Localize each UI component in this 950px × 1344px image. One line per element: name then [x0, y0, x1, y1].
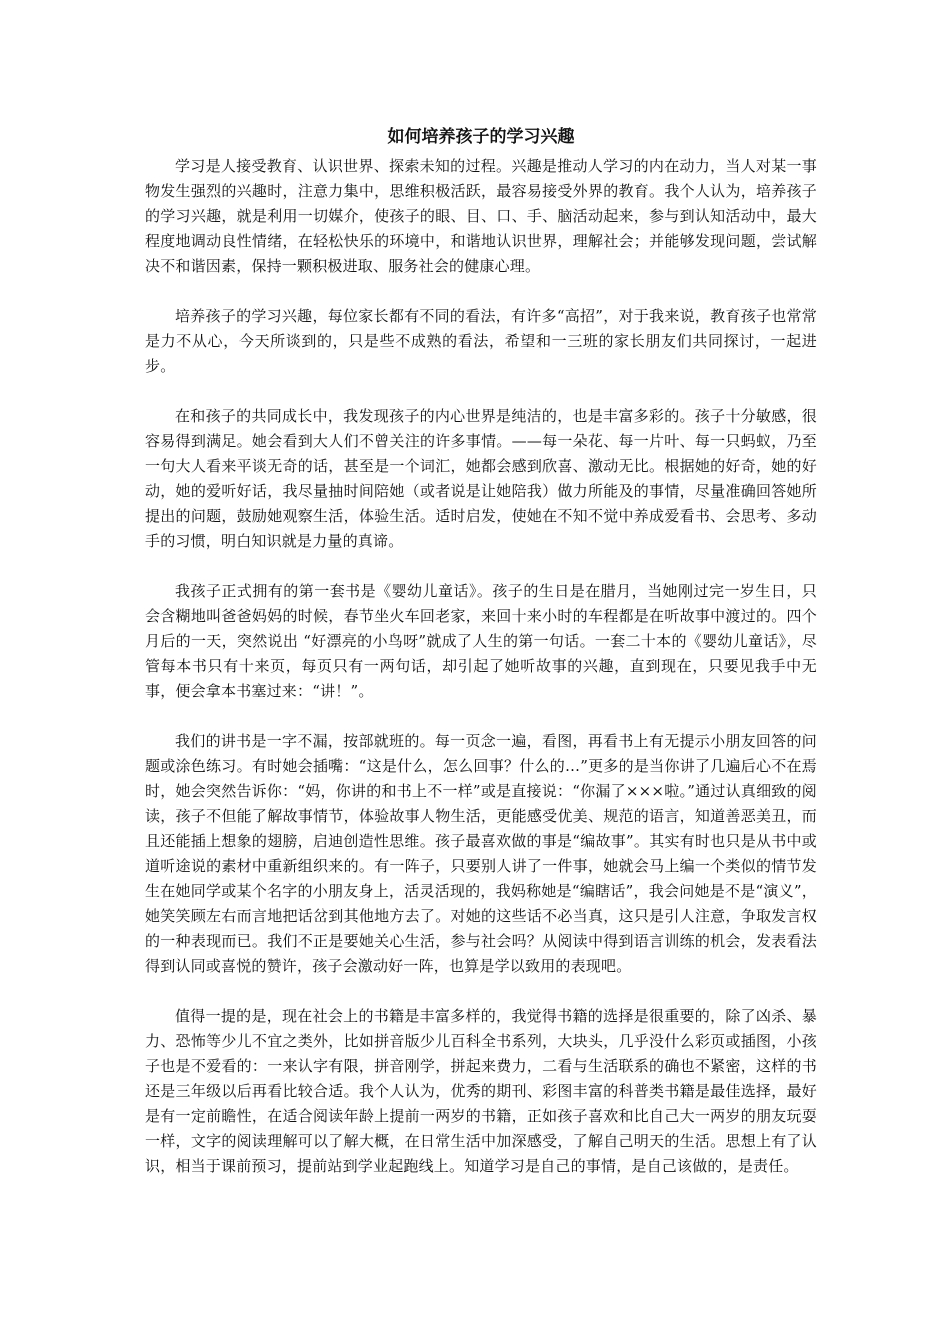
paragraph-growing-together: 在和孩子的共同成长中，我发现孩子的内心世界是纯洁的，也是丰富多彩的。孩子十分敏感，很容易得到满足。她会看到大人们不曾关注的许多事情。——每一朵花、每一片叶、每一只蚂蚁，乃至一句大人看来平谈无奇的话，甚至是一个词汇，她都会感到欣喜、激动无比。根据她的好奇，她的好动，她的爱听好话，我尽量抽时间陪她（或者说是让她陪我）做力所能及的事情，尽量准确回答她所提出的问题，鼓励她观察生活，体验生活。适时启发，使她在不知不觉中养成爱看书、会思考、多动手的习惯，明白知识就是力量的真谛。	[145, 407, 817, 550]
paragraph-opinions: 培养孩子的学习兴趣，每位家长都有不同的看法，有许多“高招”，对于我来说，教育孩子也常常是力不从心，今天所谈到的，只是些不成熟的看法，希望和一三班的家长朋友们共同探讨，一起进步。	[145, 307, 817, 375]
document-title: 如何培养孩子的学习兴趣	[387, 127, 575, 147]
paragraph-reading-together: 我们的讲书是一字不漏，按部就班的。每一页念一遍，看图，再看书上有无提示小朋友回答的问题或涂色练习。有时她会插嘴：“这是什么，怎么回事？什么的…”更多的是当你讲了几遍后心不在焉时，她会突然告诉你：“妈，你讲的和书上不一样”或是直接说：“你漏了×××啦。”通过认真细致的阅读，孩子不但能了解故事情节，体验故事人物生活，更能感受优美、规范的语言，知道善恶美丑，而且还能插上想象的翅膀，启迪创造性思维。孩子最喜欢做的事是“编故事”。其实有时也只是从书中或道听途说的素材中重新组织来的。有一阵子，只要别人讲了一件事，她就会马上编一个类似的情节发生在她同学或某个名字的小朋友身上，活灵活现的，我妈称她是“编瞎话”，我会问她是不是“演义”，她笑笑顾左右而言地把话岔到其他地方去了。对她的这些话不必当真，这只是引人注意，争取发言权的一种表现而已。我们不正是要她关心生活，参与社会吗？从阅读中得到语言训练的机会，发表看法得到认同或喜悦的赞许，孩子会激动好一阵，也算是学以致用的表现吧。	[145, 732, 817, 975]
paragraph-intro: 学习是人接受教育、认识世界、探索未知的过程。兴趣是推动人学习的内在动力，当人对某一事物发生强烈的兴趣时，注意力集中，思维积极活跃，最容易接受外界的教育。我个人认为，培养孩子的学习兴趣，就是利用一切媒介，使孩子的眼、目、口、手、脑活动起来，参与到认知活动中，最大程度地调动良性情绪，在轻松快乐的环境中，和谐地认识世界，理解社会；并能够发现问题，尝试解决不和谐因素，保持一颗积极进取、服务社会的健康心理。	[145, 157, 817, 275]
paragraph-book-selection: 值得一提的是，现在社会上的书籍是丰富多样的，我觉得书籍的选择是很重要的，除了凶杀、暴力、恐怖等少儿不宜之类外，比如拼音版少儿百科全书系列，大块头，几乎没什么彩页或插图，小孩子也是不爱看的：一来认字有限，拼音刚学，拼起来费力，二看与生活联系的确也不紧密，这样的书还是三年级以后再看比较合适。我个人认为，优秀的期刊、彩图丰富的科普类书籍是最佳选择，最好是有一定前瞻性，在适合阅读年龄上提前一两岁的书籍，正如孩子喜欢和比自己大一两岁的朋友玩耍一样，文字的阅读理解可以了解大概，在日常生活中加深感受，了解自己明天的生活。思想上有了认识，相当于课前预习，提前站到学业起跑线上。知道学习是自己的事情，是自己该做的，是责任。	[145, 1007, 817, 1175]
document-page	[145, 124, 817, 1179]
paragraph-first-book: 我孩子正式拥有的第一套书是《婴幼儿童话》。孩子的生日是在腊月，当她刚过完一岁生日，只会含糊地叫爸爸妈妈的时候，春节坐火车回老家，来回十来小时的车程都是在听故事中渡过的。四个月后的一天，突然说出 “好漂亮的小鸟呀”就成了人生的第一句话。一套二十本的《婴幼儿童话》，尽管每本书只有十来页，每页只有一两句话，却引起了她听故事的兴趣，直到现在，只要见我手中无事，便会拿本书塞过来：“讲！”。	[145, 582, 817, 700]
